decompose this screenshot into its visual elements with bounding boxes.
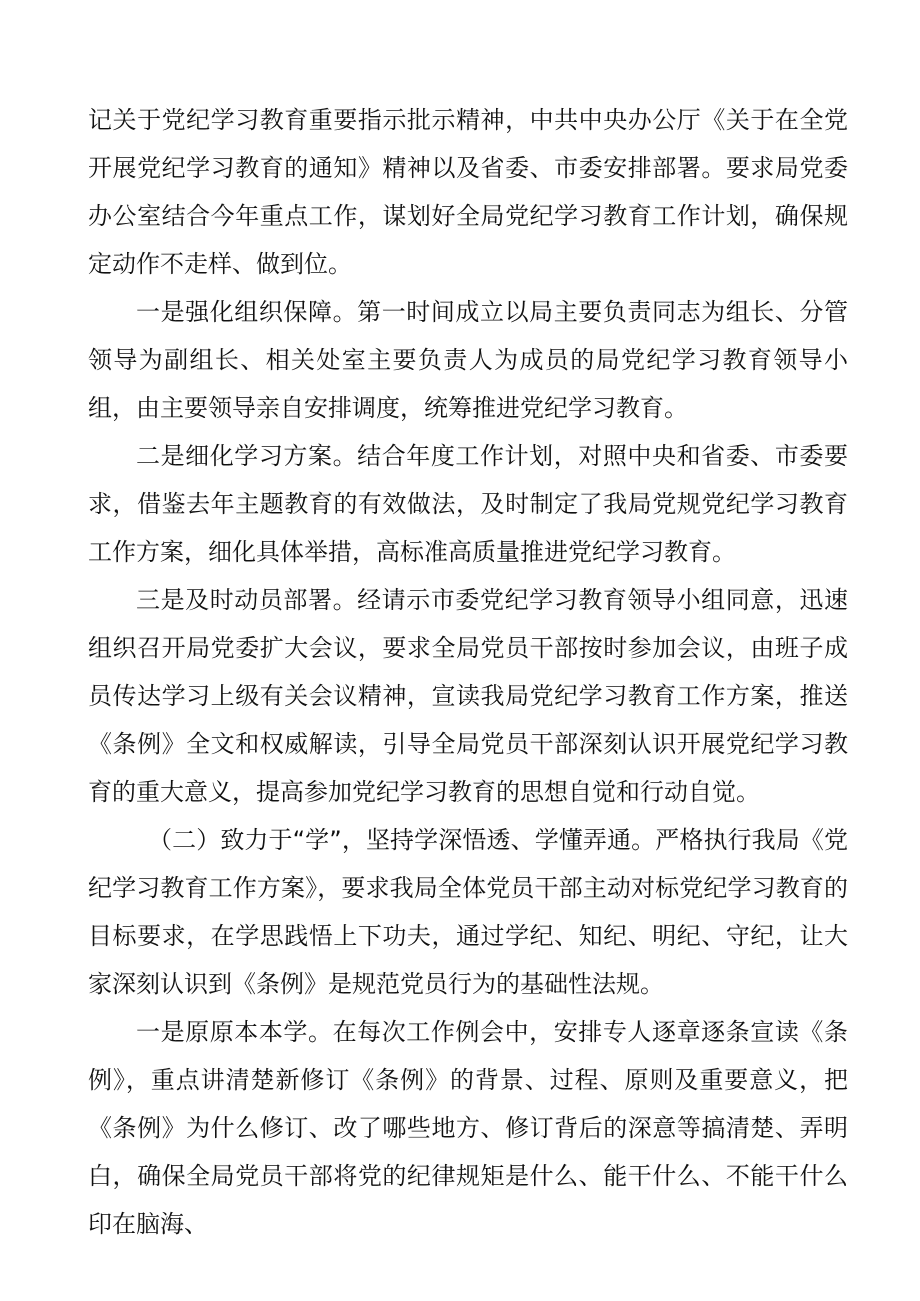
paragraph-plan: 二是细化学习方案。结合年度工作计划，对照中央和省委、市委要求，借鉴去年主题教育的有效做法，及时制定了我局党规党纪学习教育工作方案，细化具体举措，高标准高质量推进党纪学习教育。 xyxy=(88,442,848,566)
paragraph-section-two: （二）致力于“学”，坚持学深悟透、学懂弄通。严格执行我局《党纪学习教育工作方案》，要求我局全体党员干部主动对标党纪学习教育的目标要求，在学思践悟上下功夫，通过学纪、知纪、明纪、守纪，让大家深刻认识到《条例》是规范党员行为的基础性法规。 xyxy=(88,826,848,998)
paragraph-mobilization: 三是及时动员部署。经请示市委党纪学习教育领导小组同意，迅速组织召开局党委扩大会议，要求全局党员干部按时参加会议，由班子成员传达学习上级有关会议精神，宣读我局党纪学习教育工作方案，推送《条例》全文和权威解读，引导全局党员干部深刻认识开展党纪学习教育的重大意义，提高参加党纪学习教育的思想自觉和行动自觉。 xyxy=(88,586,848,806)
paragraph-study: 一是原原本本学。在每次工作例会中，安排专人逐章逐条宣读《条例》，重点讲清楚新修订《条例》的背景、过程、原则及重要意义，把《条例》为什么修订、改了哪些地方、修订背后的深意等搞清楚、弄明白，确保全局党员干部将党的纪律规矩是什么、能干什么、不能干什么印在脑海、 xyxy=(88,1018,848,1238)
document-body xyxy=(88,96,848,1248)
paragraph-organization: 一是强化组织保障。第一时间成立以局主要负责同志为组长、分管领导为副组长、相关处室主要负责人为成员的局党纪学习教育领导小组，由主要领导亲自安排调度，统筹推进党纪学习教育。 xyxy=(88,298,848,422)
paragraph-continuation: 记关于党纪学习教育重要指示批示精神，中共中央办公厅《关于在全党开展党纪学习教育的通知》精神以及省委、市委安排部署。要求局党委办公室结合今年重点工作，谋划好全局党纪学习教育工作计划，确保规定动作不走样、做到位。 xyxy=(88,106,848,278)
